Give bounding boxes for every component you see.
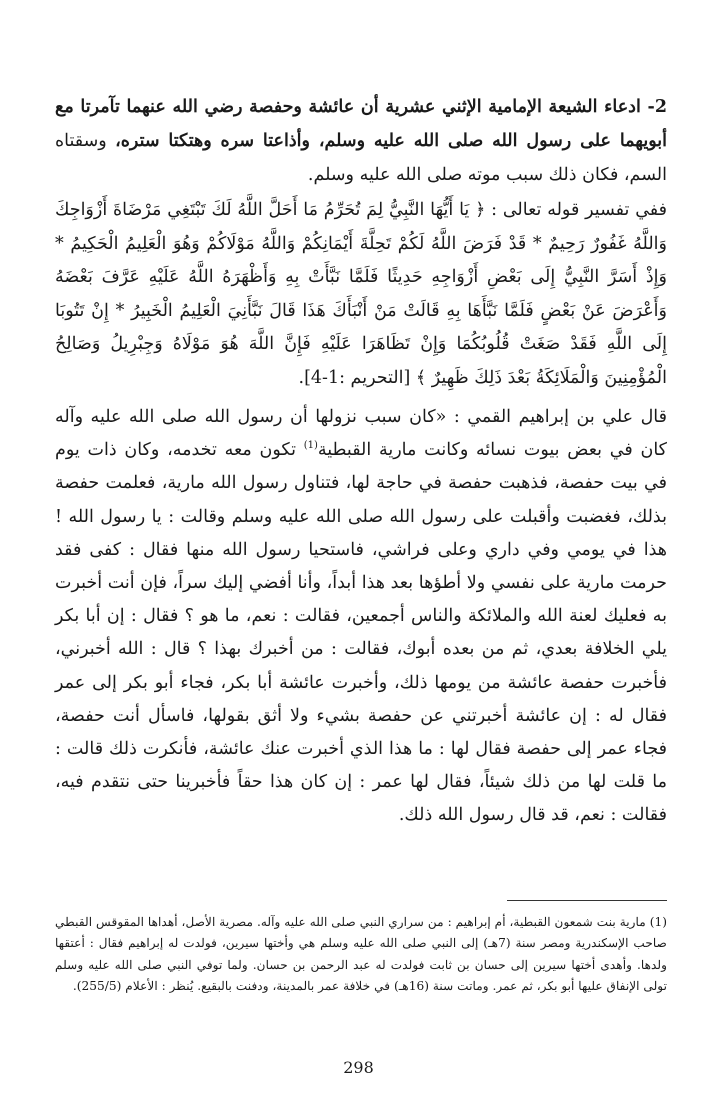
- tafsir-paragraph: [55, 194, 667, 395]
- heading-normal-text: وسقتاه السم، فكان ذلك سبب موته صلى الله عليه وسلم.: [55, 131, 667, 185]
- page-number: 298: [343, 1058, 374, 1077]
- quran-verse: ﴿ يَا أَيُّهَا النَّبِيُّ لِمَ تُحَرِّمُ مَا أَحَلَّ اللَّهُ لَكَ تَبْتَغِي مَرْضَاةَ أَزْوَاجِكَ وَاللَّهُ غَفُورٌ رَحِيمٌ * قَدْ فَرَضَ اللَّهُ لَكُمْ تَحِلَّةَ أَيْمَانِكُمْ وَاللَّهُ مَوْلَاكُمْ وَهُوَ الْعَلِيمُ الْحَكِيمُ * وَإِذْ أَسَرَّ النَّبِيُّ إِلَى بَعْضِ أَزْوَاجِهِ حَدِيثًا فَلَمَّا نَبَّأَتْ بِهِ وَأَظْهَرَهُ اللَّهُ عَلَيْهِ عَرَّفَ بَعْضَهُ وَأَعْرَضَ عَنْ بَعْضٍ فَلَمَّا نَبَّأَهَا بِهِ قَالَتْ مَنْ أَنْبَأَكَ هَذَا قَالَ نَبَّأَنِيَ الْعَلِيمُ الْخَبِيرُ * إِنْ تَتُوبَا إِلَى اللَّهِ فَقَدْ صَغَتْ قُلُوبُكُمَا وَإِنْ تَظَاهَرَا عَلَيْهِ فَإِنَّ اللَّهَ هُوَ مَوْلَاهُ وَجِبْرِيلُ وَصَالِحُ الْمُؤْمِنِينَ وَالْمَلَائِكَةُ بَعْدَ ذَلِكَ ظَهِيرٌ ﴾: [55, 200, 667, 388]
- footnote-marker[interactable]: (1): [303, 440, 318, 452]
- body-paragraph: [55, 401, 667, 833]
- body-text-before-note: قال علي بن إبراهيم القمي : «كان سبب نزولها أن رسول الله صلى الله عليه وآله كان في بعض بيوت نسائه وكانت مارية القبطية: [55, 407, 667, 461]
- body-text-after-note: تكون معه تخدمه، وكان ذات يوم في بيت حفصة، فذهبت حفصة في حاجة لها، فتناول رسول الله مارية، فعلمت حفصة بذلك، فغضبت وأقبلت على رسول الله صلى الله عليه وسلم وقالت : يا رسول الله ! هذا في يومي وفي داري وعلى فراشي، فاستحيا رسول الله منها فقال : كفى فقد حرمت مارية على نفسي ولا أطؤها بعد هذا أبداً، وأنا أفضي إليك سراً، فإن أنت أخبرت به فعليك لعنة الله والملائكة والناس أجمعين، فقالت : نعم، ما هو ؟ فقال : إن أبا بكر يلي الخلافة بعدي، ثم من بعده أبوك، فقالت : من أخبرك بهذا ؟ قال : الله أخبرني، فأخبرت حفصة عائشة من يومها ذلك، وأخبرت عائشة أبا بكر، فجاء أبو بكر إلى عمر فقال له : إن عائشة أخبرتني عن حفصة بشيء ولا أثق بقولها، فاسأل أنت حفصة، فجاء عمر إلى حفصة فقال لها : ما هذا الذي أخبرت عنك عائشة، فأنكرت ذلك قالت : ما قلت لها من ذلك شيئاً، فقال لها عمر : إن كان هذا حقاً فأخبرينا حتى نتقدم فيه، فقالت : نعم، قد قال رسول الله ذلك.: [55, 440, 667, 826]
- tafsir-intro: ففي تفسير قوله تعالى :: [485, 200, 668, 220]
- heading-bold-text: 2- ادعاء الشيعة الإمامية الإثني عشرية أن عائشة وحفصة رضي الله عنهما تآمرتا مع أبويهما على رسول الله صلى الله عليه وسلم، وأذاعتا سره وهتكتا ستره،: [55, 97, 667, 151]
- section-heading: [55, 90, 667, 192]
- footnote-block: [55, 912, 667, 998]
- footnote-separator: [507, 900, 667, 901]
- verse-citation: [التحريم :1-4].: [298, 367, 416, 388]
- footnote-text: (1) مارية بنت شمعون القبطية، أم إبراهيم : من سراري النبي صلى الله عليه وآله. مصرية الأصل، أهداها المقوقس القبطي صاحب الإسكندرية ومصر سنة (7هـ) إلى النبي صلى الله عليه وسلم هي وأختها سيرين، فولدت له إبراهيم فقال : أعتقها ولدها. وأهدى أختها سيرين إلى حسان بن ثابت فولدت له عبد الرحمن بن حسان. ولما توفي النبي صلى الله عليه وسلم تولى الإنفاق عليها أبو بكر، ثم عمر. وماتت سنة (16هـ) في خلافة عمر بالمدينة، ودفنت بالبقيع. يُنظر : الأعلام (255/5).: [55, 915, 667, 994]
